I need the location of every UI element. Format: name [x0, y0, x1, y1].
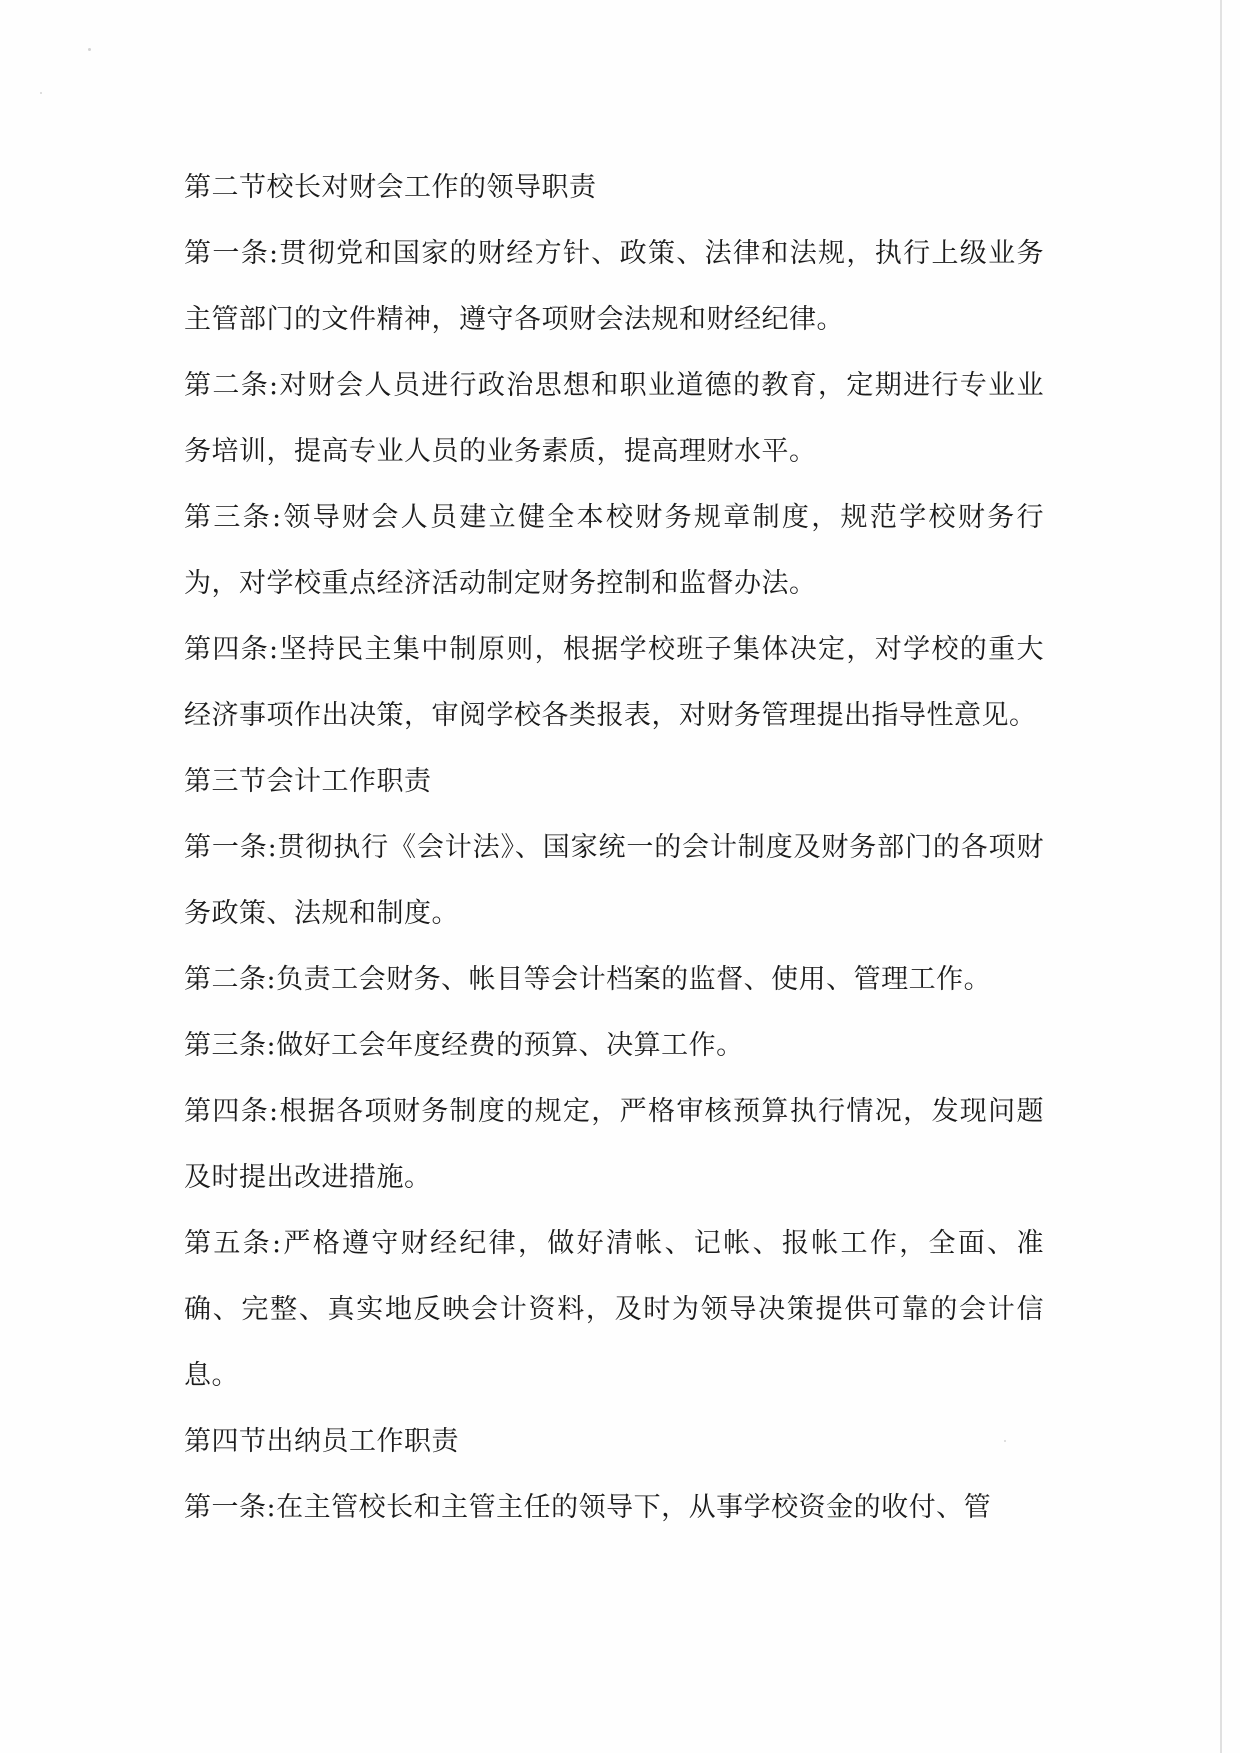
article-paragraph: 第三条:做好工会年度经费的预算、决算工作。	[184, 1030, 744, 1061]
article-paragraph: 第五条:严格遵守财经纪律，做好清帐、记帐、报帐工作，全面、准确、完整、真实地反映会计资料，及时为领导决策提供可靠的会计信息。	[184, 1228, 1044, 1391]
scan-edge-line	[1220, 0, 1222, 1753]
scan-speck	[40, 92, 42, 94]
article-paragraph: 第二条:对财会人员进行政治思想和职业道德的教育，定期进行专业业务培训，提高专业人员的业务素质，提高理财水平。	[184, 370, 1044, 467]
article-paragraph: 第四条:根据各项财务制度的规定，严格审核预算执行情况，发现问题及时提出改进措施。	[184, 1096, 1044, 1193]
scan-speck	[88, 48, 91, 51]
article-paragraph: 第一条:在主管校长和主管主任的领导下，从事学校资金的收付、管	[184, 1492, 992, 1523]
article-paragraph: 第三条:领导财会人员建立健全本校财务规章制度，规范学校财务行为，对学校重点经济活动制定财务控制和监督办法。	[184, 502, 1044, 599]
article-paragraph: 第四条:坚持民主集中制原则，根据学校班子集体决定，对学校的重大经济事项作出决策，审阅学校各类报表，对财务管理提出指导性意见。	[184, 634, 1044, 731]
article-paragraph: 第一条:贯彻党和国家的财经方针、政策、法律和法规，执行上级业务主管部门的文件精神，遵守各项财会法规和财经纪律。	[184, 238, 1044, 335]
article-paragraph: 第一条:贯彻执行《会计法》、国家统一的会计制度及财务部门的各项财务政策、法规和制度。	[184, 832, 1044, 929]
section-heading: 第四节出纳员工作职责	[184, 1426, 459, 1457]
document-body	[184, 155, 1044, 1541]
section-heading: 第二节校长对财会工作的领导职责	[184, 172, 597, 203]
article-paragraph: 第二条:负责工会财务、帐目等会计档案的监督、使用、管理工作。	[184, 964, 992, 995]
section-heading: 第三节会计工作职责	[184, 766, 432, 797]
